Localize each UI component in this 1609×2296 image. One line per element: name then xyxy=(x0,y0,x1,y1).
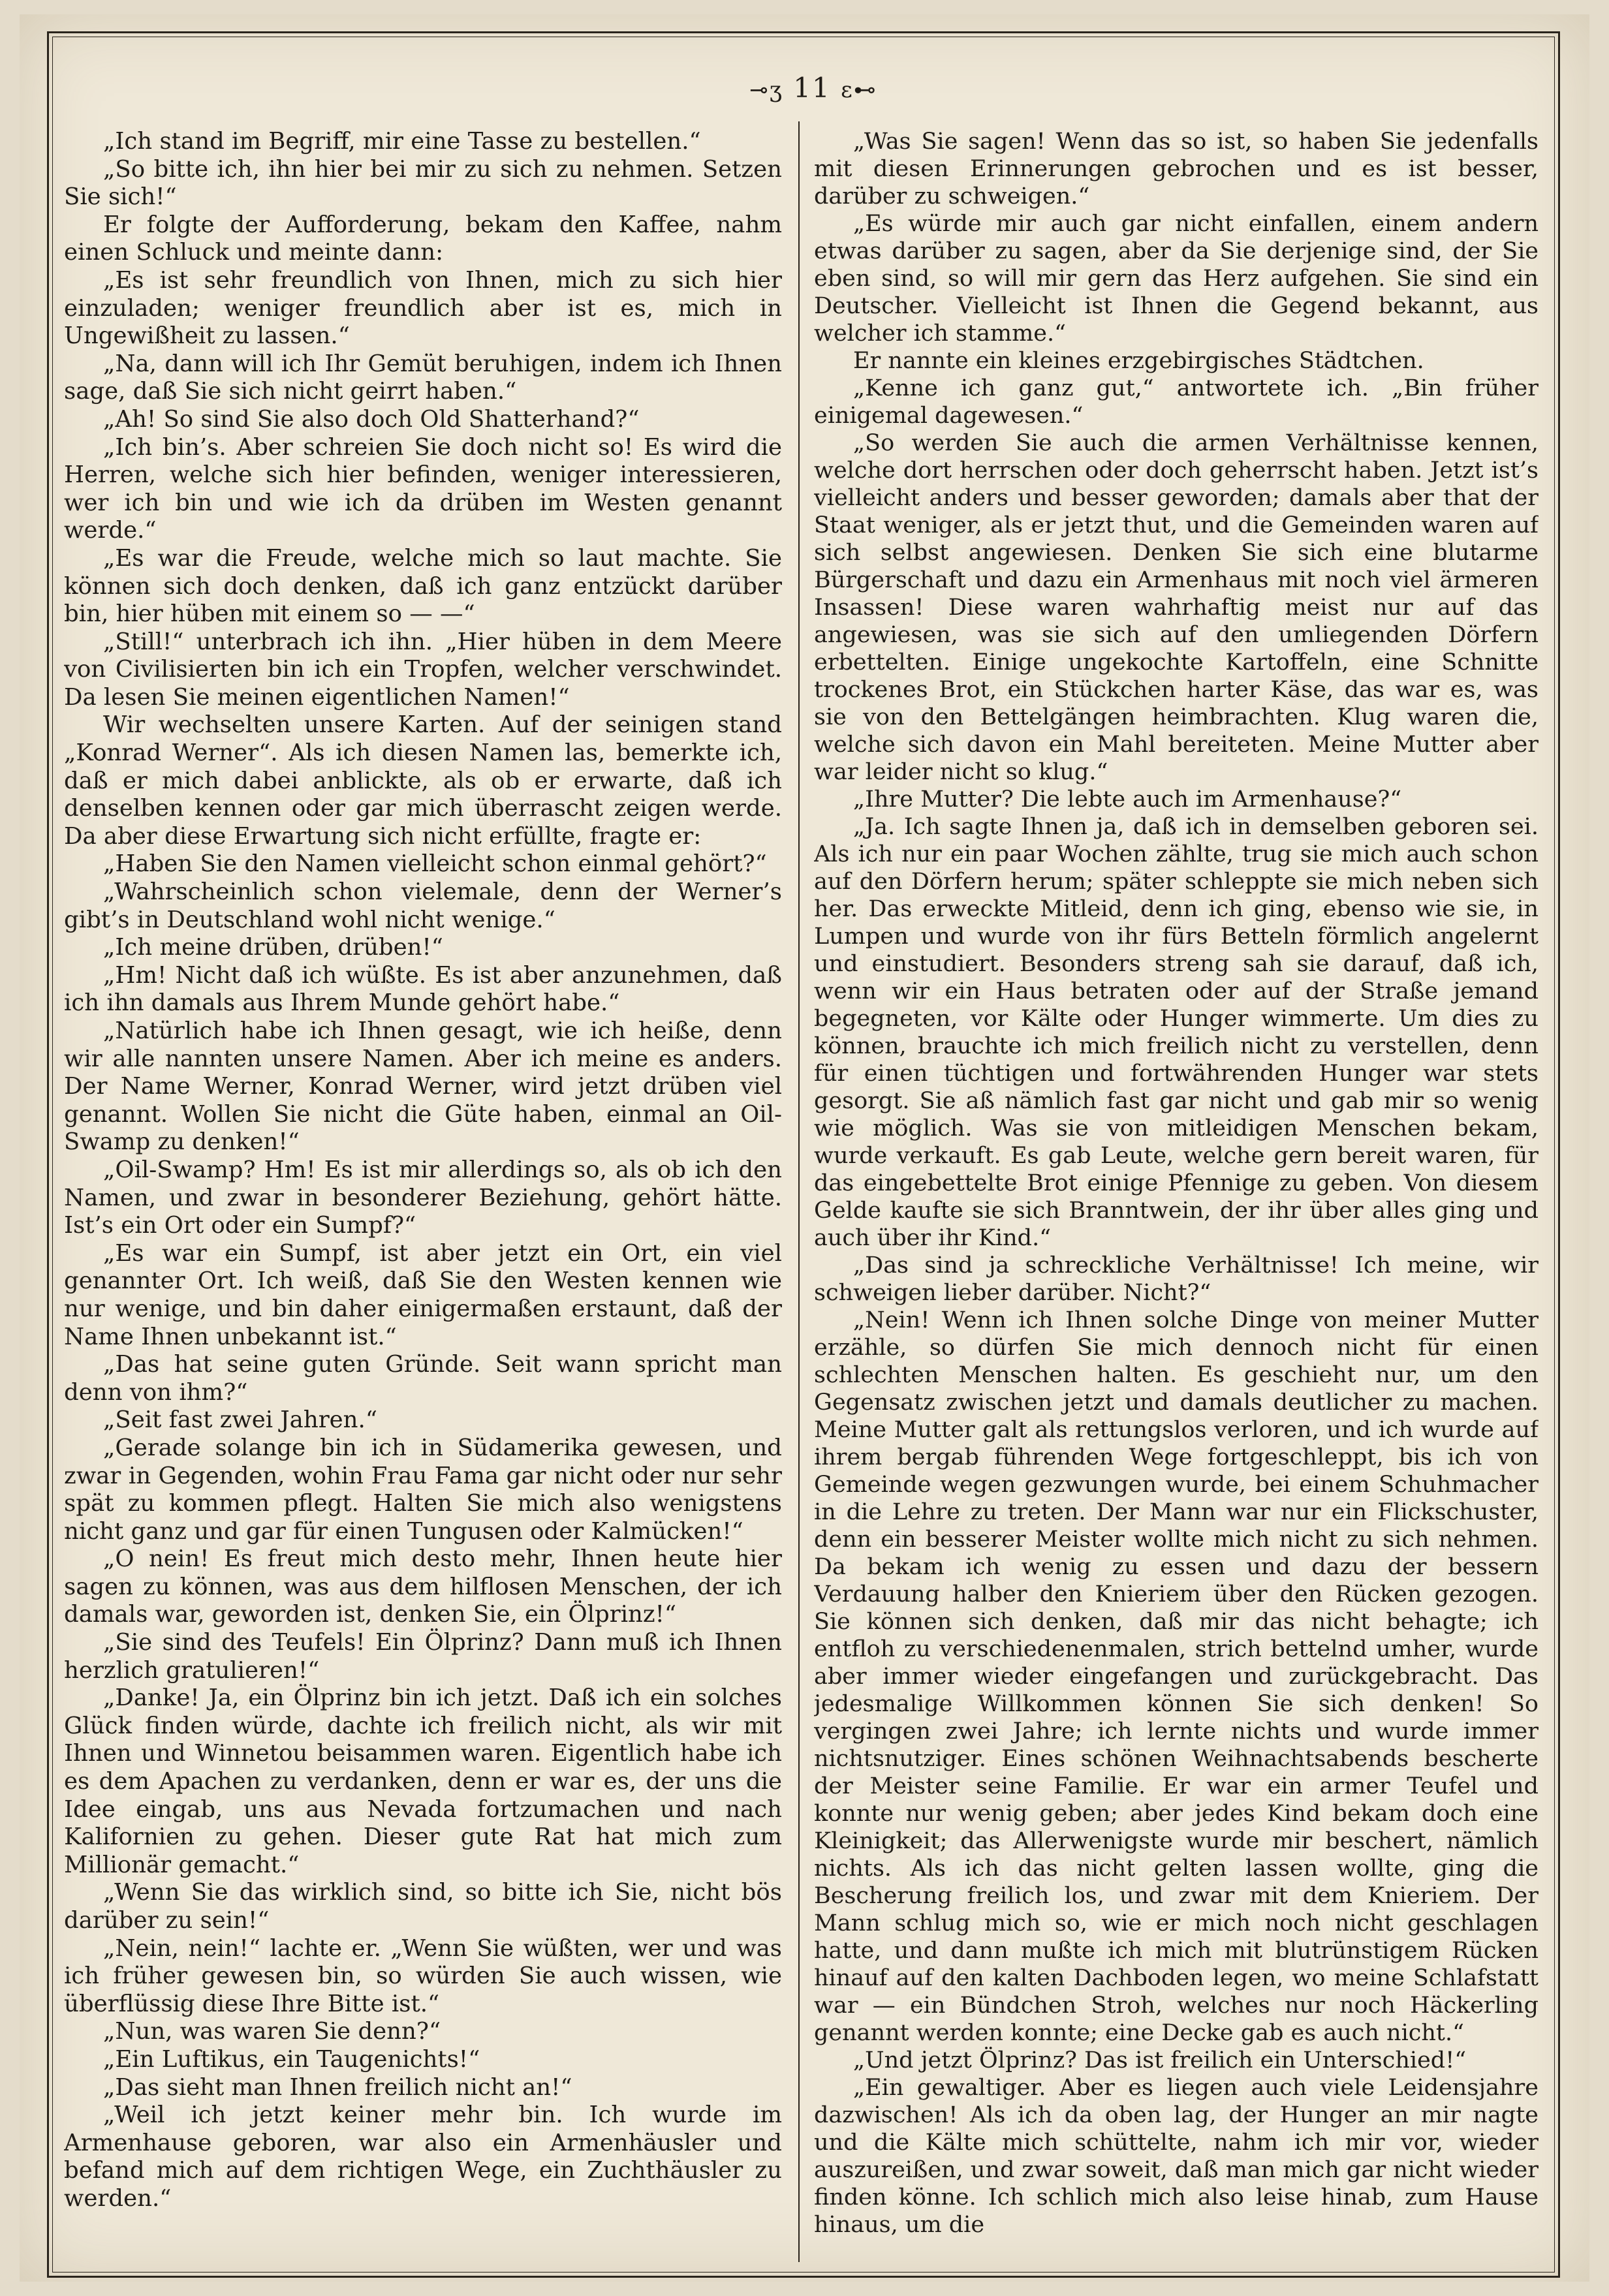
paragraph: „Still!“ unterbrach ich ihn. „Hier hüben in dem Meere von Civilisierten bin ich ein Tropfen, welcher verschwindet. Da lesen Sie meinen eigentlichen Namen!“ xyxy=(64,628,782,711)
paragraph: „Ich meine drüben, drüben!“ xyxy=(103,934,443,961)
paragraph: Er nannte ein kleines erzgebirgisches Städtchen. xyxy=(853,348,1424,374)
paragraph: „Ihre Mutter? Die lebte auch im Armenhause?“ xyxy=(853,786,1402,813)
paragraph: „Ich stand im Begriff, mir eine Tasse zu bestellen.“ xyxy=(103,128,701,155)
paragraph: „Das sieht man Ihnen freilich nicht an!“ xyxy=(103,2073,572,2101)
paragraph: „Haben Sie den Namen vielleicht schon einmal gehört?“ xyxy=(103,850,767,878)
paragraph: „Danke! Ja, ein Ölprinz bin ich jetzt. Daß ich ein solches Glück finden würde, dachte ich freilich nicht, als wir mit Ihnen und Winnetou beisammen waren. Eigentlich habe ich es dem Apachen zu verdanken, denn er war es, der uns die Idee eingab, uns aus Nevada fortzumachen und nach Kalifornien zu gehen. Dieser gute Rat hat mich zum Millionär gemacht.“ xyxy=(64,1684,782,1878)
paragraph: „Es würde mir auch gar nicht einfallen, einem andern etwas darüber zu sagen, aber da Sie derjenige sind, der Sie eben sind, so will mir gern das Herz aufgehen. Sie sind ein Deutscher. Vielleicht ist Ihnen die Gegend bekannt, aus welcher ich stamme.“ xyxy=(814,211,1539,347)
paragraph: „Es war die Freude, welche mich so laut machte. Sie können sich doch denken, daß ich ganz entzückt darüber bin, hier hüben mit einem so — —“ xyxy=(64,544,782,628)
left-column xyxy=(64,128,782,2262)
paragraph: „Wahrscheinlich schon vielemale, denn der Werner’s gibt’s in Deutschland wohl nicht wenige.“ xyxy=(64,878,782,933)
paragraph: „Was Sie sagen! Wenn das so ist, so haben Sie jedenfalls mit diesen Erinnerungen gebrochen und es ist besser, darüber zu schweigen.“ xyxy=(814,129,1539,209)
paragraph: „Wenn Sie das wirklich sind, so bitte ich Sie, nicht bös darüber zu sein!“ xyxy=(64,1879,782,1934)
paragraph: „Ja. Ich sagte Ihnen ja, daß ich in demselben geboren sei. Als ich nur ein paar Wochen zählte, trug sie mich auch schon auf den Dörfern herum; später schleppte sie mich neben sich her. Das erweckte Mitleid, denn ich ging, ebenso wie sie, in Lumpen und wurde von ihr fürs Betteln förmlich angelernt und einstudiert. Besonders streng sah sie darauf, daß ich, wenn wir ein Haus betraten oder auf der Straße jemand begegneten, vor Kälte oder Hunger wimmerte. Um dies zu können, brauchte ich mich freilich nicht zu verstellen, denn für einen tüchtigen und fortwährenden Hunger war stets gesorgt. Sie aß nämlich fast gar nicht und gab mir so wenig wie möglich. Was sie von mitleidigen Menschen bekam, wurde verkauft. Es gab Leute, welche gern bereit waren, für das eingebettelte Brot einige Pfennige zu geben. Von diesem Gelde kaufte sie sich Branntwein, der ihr über alles ging und auch über ihr Kind.“ xyxy=(814,814,1539,1251)
paragraph: „Natürlich habe ich Ihnen gesagt, wie ich heiße, denn wir alle nannten unsere Namen. Aber ich meine es anders. Der Name Werner, Konrad Werner, wird jetzt drüben viel genannt. Wollen Sie nicht die Güte haben, einmal an Oil-Swamp zu denken!“ xyxy=(64,1017,782,1156)
paragraph: „Nein, nein!“ lachte er. „Wenn Sie wüßten, wer und was ich früher gewesen bin, so würden Sie auch wissen, wie überflüssig diese Ihre Bitte ist.“ xyxy=(64,1934,782,2017)
ornament-right-icon: ɛ⊷ xyxy=(841,77,877,103)
paragraph: „Sie sind des Teufels! Ein Ölprinz? Dann muß ich Ihnen herzlich gratulieren!“ xyxy=(64,1629,782,1684)
paragraph: „Seit fast zwei Jahren.“ xyxy=(103,1406,377,1434)
paragraph: „Ein gewaltiger. Aber es liegen auch viele Leidensjahre dazwischen! Als ich da oben lag, der Hunger an mir nagte und die Kälte mich schüttelte, nahm ich mir vor, wieder auszureißen, und zwar soweit, daß man mich gar nicht wieder finden könne. Ich schlich mich also leise hinab, zum Hause hinaus, um die xyxy=(814,2075,1539,2238)
paragraph: „Und jetzt Ölprinz? Das ist freilich ein Unterschied!“ xyxy=(853,2047,1467,2073)
paragraph: „Hm! Nicht daß ich wüßte. Es ist aber anzunehmen, daß ich ihn damals aus Ihrem Munde gehört habe.“ xyxy=(64,961,782,1017)
paragraph: „Ich bin’s. Aber schreien Sie doch nicht so! Es wird die Herren, welche sich hier befinden, weniger interessieren, wer ich bin und wie ich da drüben im Westen genannt werde.“ xyxy=(64,433,782,544)
paragraph: „Das sind ja schreckliche Verhältnisse! Ich meine, wir schweigen lieber darüber. Nicht?“ xyxy=(814,1252,1539,1306)
paragraph: „Ein Luftikus, ein Taugenichts!“ xyxy=(103,2045,480,2073)
paragraph: „Es war ein Sumpf, ist aber jetzt ein Ort, ein viel genannter Ort. Ich weiß, daß Sie den Westen kennen wie nur wenige, und bin daher einigermaßen erstaunt, daß der Name Ihnen unbekannt ist.“ xyxy=(64,1239,782,1350)
right-column xyxy=(814,128,1539,2262)
paragraph: „Das hat seine guten Gründe. Seit wann spricht man denn von ihm?“ xyxy=(64,1351,782,1406)
paragraph: „Na, dann will ich Ihr Gemüt beruhigen, indem ich Ihnen sage, daß Sie sich nicht geirrt haben.“ xyxy=(64,350,782,405)
column-divider xyxy=(798,121,800,2262)
paragraph: „So bitte ich, ihn hier bei mir zu sich zu nehmen. Setzen Sie sich!“ xyxy=(64,155,782,211)
paragraph: „Kenne ich ganz gut,“ antwortete ich. „Bin früher einigemal dagewesen.“ xyxy=(814,375,1539,429)
paragraph: „Oil-Swamp? Hm! Es ist mir allerdings so, als ob ich den Namen, und zwar in besonderer Beziehung, gehört hätte. Ist’s ein Ort oder ein Sumpf?“ xyxy=(64,1156,782,1239)
paragraph: Er folgte der Aufforderung, bekam den Kaffee, nahm einen Schluck und meinte dann: xyxy=(64,211,782,266)
paragraph: „Weil ich jetzt keiner mehr bin. Ich wurde im Armenhause geboren, war also ein Armenhäusler und befand mich auf dem richtigen Wege, ein Zuchthäusler zu werden.“ xyxy=(64,2102,782,2212)
paragraph: „Nun, was waren Sie denn?“ xyxy=(103,2018,441,2045)
paragraph: „Ah! So sind Sie also doch Old Shatterhand?“ xyxy=(103,405,640,433)
page-header xyxy=(715,65,911,111)
ornament-left-icon: ⊸ʒ xyxy=(749,77,783,103)
paragraph: „O nein! Es freut mich desto mehr, Ihnen heute hier sagen zu können, was aus dem hilflosen Menschen, der ich damals war, geworden ist, denken Sie, ein Ölprinz!“ xyxy=(64,1545,782,1628)
paragraph: „Nein! Wenn ich Ihnen solche Dinge von meiner Mutter erzähle, so dürfen Sie mich dennoch nicht für einen schlechten Menschen halten. Es geschieht nur, um den Gegensatz zwischen jetzt und damals deutlicher zu machen. Meine Mutter galt als rettungslos verloren, und ich wurde auf ihrem bergab führenden Wege fortgeschleppt, bis ich von Gemeinde wegen gezwungen wurde, bei einem Schuhmacher in die Lehre zu treten. Der Mann war nur ein Flickschuster, denn ein besserer Meister wollte mich nicht zu sich nehmen. Da bekam ich wenig zu essen und dazu der bessern Verdauung halber den Knieriem über den Rücken gezogen. Sie können sich denken, daß mir das nicht behagte; ich entfloh zu verschiedenenmalen, strich bettelnd umher, wurde aber immer wieder eingefangen und zurückgebracht. Das jedesmalige Willkommen können Sie sich denken! So vergingen zwei Jahre; ich lernte nichts und wurde immer nichtsnutziger. Eines schönen Weihnachtsabends bescherte der Meister seine Familie. Er war ein armer Teufel und konnte nur wenig geben; aber jedes Kind bekam doch eine Kleinigkeit; das Allerwenigste wurde mir beschert, nämlich nichts. Als ich das nicht gelten lassen wollte, ging die Bescherung freilich los, und zwar mit dem Knieriem. Der Mann schlug mich so, wie er mich noch nicht geschlagen hatte, und dann mußte ich mich mit blutrünstigem Rücken hinauf auf den kalten Dachboden legen, wo meine Schlafstatt war — ein Bündchen Stroh, welches nur noch Häckerling genannt werden konnte; eine Decke gab es auch nicht.“ xyxy=(814,1307,1539,2046)
paragraph: „So werden Sie auch die armen Verhältnisse kennen, welche dort herrschen oder doch geherrscht haben. Jetzt ist’s vielleicht anders und besser geworden; damals aber that der Staat weniger, als er jetzt thut, und die Gemeinden waren auf sich selbst angewiesen. Denken Sie sich eine blutarme Bürgerschaft und dazu ein Armenhaus mit noch viel ärmeren Insassen! Diese waren wahrhaftig meist nur auf das angewiesen, was sie sich auf den umliegenden Dörfern erbettelten. Einige ungekochte Kartoffeln, eine Schnitte trockenes Brot, ein Stückchen harter Käse, das war es, was sie von den Bettelgängen heimbrachten. Klug waren die, welche sich davon ein Mahl bereiteten. Meine Mutter aber war leider nicht so klug.“ xyxy=(814,430,1539,785)
paragraph: „Es ist sehr freundlich von Ihnen, mich zu sich hier einzuladen; weniger freundlich aber ist es, mich in Ungewißheit zu lassen.“ xyxy=(64,266,782,350)
paragraph: „Gerade solange bin ich in Südamerika gewesen, und zwar in Gegenden, wohin Frau Fama gar nicht oder nur sehr spät zu kommen pflegt. Halten Sie mich also wenigstens nicht ganz und gar für einen Tungusen oder Kalmücken!“ xyxy=(64,1434,782,1545)
paragraph: Wir wechselten unsere Karten. Auf der seinigen stand „Konrad Werner“. Als ich diesen Namen las, bemerkte ich, daß er mich dabei anblickte, als ob er erwarte, daß ich denselben kennen oder gar mich überrascht zeigen werde. Da aber diese Erwartung sich nicht erfüllte, fragte er: xyxy=(64,711,782,850)
page-number: 11 xyxy=(793,72,831,104)
